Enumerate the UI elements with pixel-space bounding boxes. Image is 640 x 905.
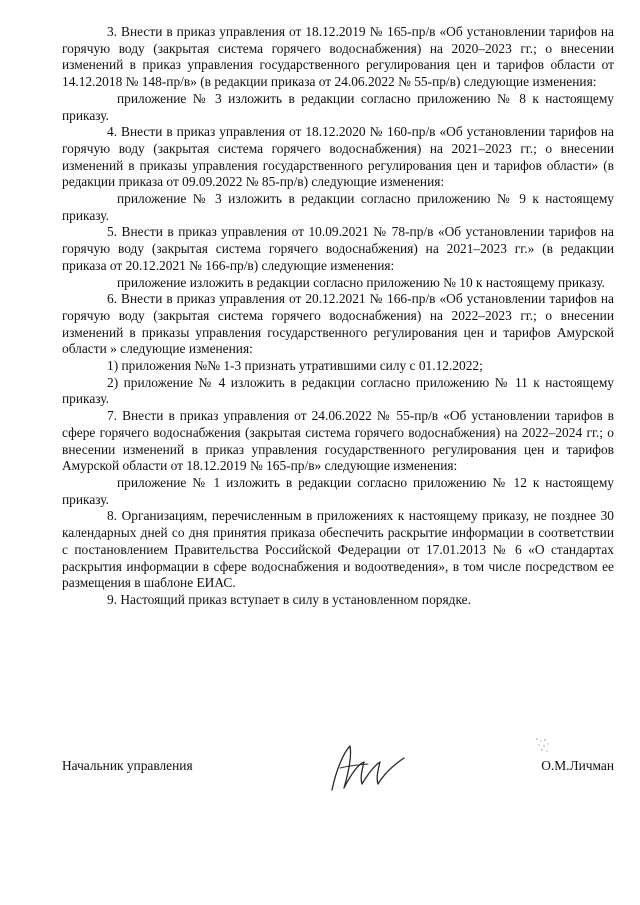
signatory-name: О.М.Личман (541, 758, 614, 773)
paragraph-4-amendment: приложение № 3 изложить в редакции согласно приложению № 9 к настоящему приказу. (62, 191, 614, 223)
paragraph-5-amendment: приложение изложить в редакции согласно приложению № 10 к настоящему приказу. (117, 274, 605, 290)
paragraph-8: 8. Организациям, перечисленным в приложениях к настоящему приказу, не позднее 30 календарных дней со дня принятия приказа обеспечить раскрытие информации в соответствии с постановлением Правительства Российской Федерации от 17.01.2013 № 6 «О стандартах раскрытия информации в сфере водоснабжения и водоотведения», в том числе посредством ее размещения в шаблоне ЕИАС. (62, 508, 614, 591)
paragraph-3: 3. Внести в приказ управления от 18.12.2019 № 165-пр/в «Об установлении тарифов на горячую воду (закрытая система горячего водоснабжения) на 2020–2023 гг.; о внесении изменений в приказ управления государственного регулирования цен и тарифов области от 14.12.2018 № 148-пр/в» (в редакции приказа от 24.06.2022 № 55-пр/в) следующие изменения: (62, 24, 614, 90)
paragraph-7: 7. Внести в приказ управления от 24.06.2022 № 55-пр/в «Об установлении тарифов в сфере горячего водоснабжения (закрытая система горячего водоснабжения) на 2022–2024 гг.; о внесении изменений в приказ управления государственного регулирования цен и тарифов Амурской области от 18.12.2019 № 165-пр/в» следующие изменения: (62, 408, 614, 474)
paragraph-7-amendment: приложение № 1 изложить в редакции согласно приложению № 12 к настоящему приказу. (62, 474, 614, 507)
paragraph-3-amendment: приложение № 3 изложить в редакции согласно приложению № 8 к настоящему приказу. (62, 90, 614, 123)
paragraph-6-item-1: 1) приложения №№ 1-3 признать утратившими силу с 01.12.2022; (107, 358, 483, 374)
stamp-trace (533, 736, 553, 754)
paragraph-4: 4. Внести в приказ управления от 18.12.2020 № 160-пр/в «Об установлении тарифов на горячую воду (закрытая система горячего водоснабжения) на 2021–2023 гг.; о внесении изменений в приказы управления государственного регулирования цен и тарифов области» (в редакции приказа от 09.09.2022 № 85-пр/в) следующие изменения: (62, 124, 614, 190)
handwritten-signature (318, 740, 418, 800)
paragraph-9: 9. Настоящий приказ вступает в силу в установленном порядке. (107, 591, 471, 607)
signatory-title: Начальник управления (62, 758, 193, 773)
paragraph-6: 6. Внести в приказ управления от 20.12.2021 № 166-пр/в «Об установлении тарифов на горячую воду (закрытая система горячего водоснабжения) на 2022–2023 гг.; о внесении изменений в приказы управления государственного регулирования цен и тарифов Амурской области » следующие изменения: (62, 291, 614, 357)
paragraph-5: 5. Внести в приказ управления от 10.09.2021 № 78-пр/в «Об установлении тарифов на горячую воду (закрытая система горячего водоснабжения) на 2021–2023 гг.» (в редакции приказа от 20.12.2021 № 166-пр/в) следующие изменения: (62, 224, 614, 273)
document-body (62, 24, 614, 609)
paragraph-6-item-2: 2) приложение № 4 изложить в редакции согласно приложению № 11 к настоящему приказу. (62, 374, 614, 407)
